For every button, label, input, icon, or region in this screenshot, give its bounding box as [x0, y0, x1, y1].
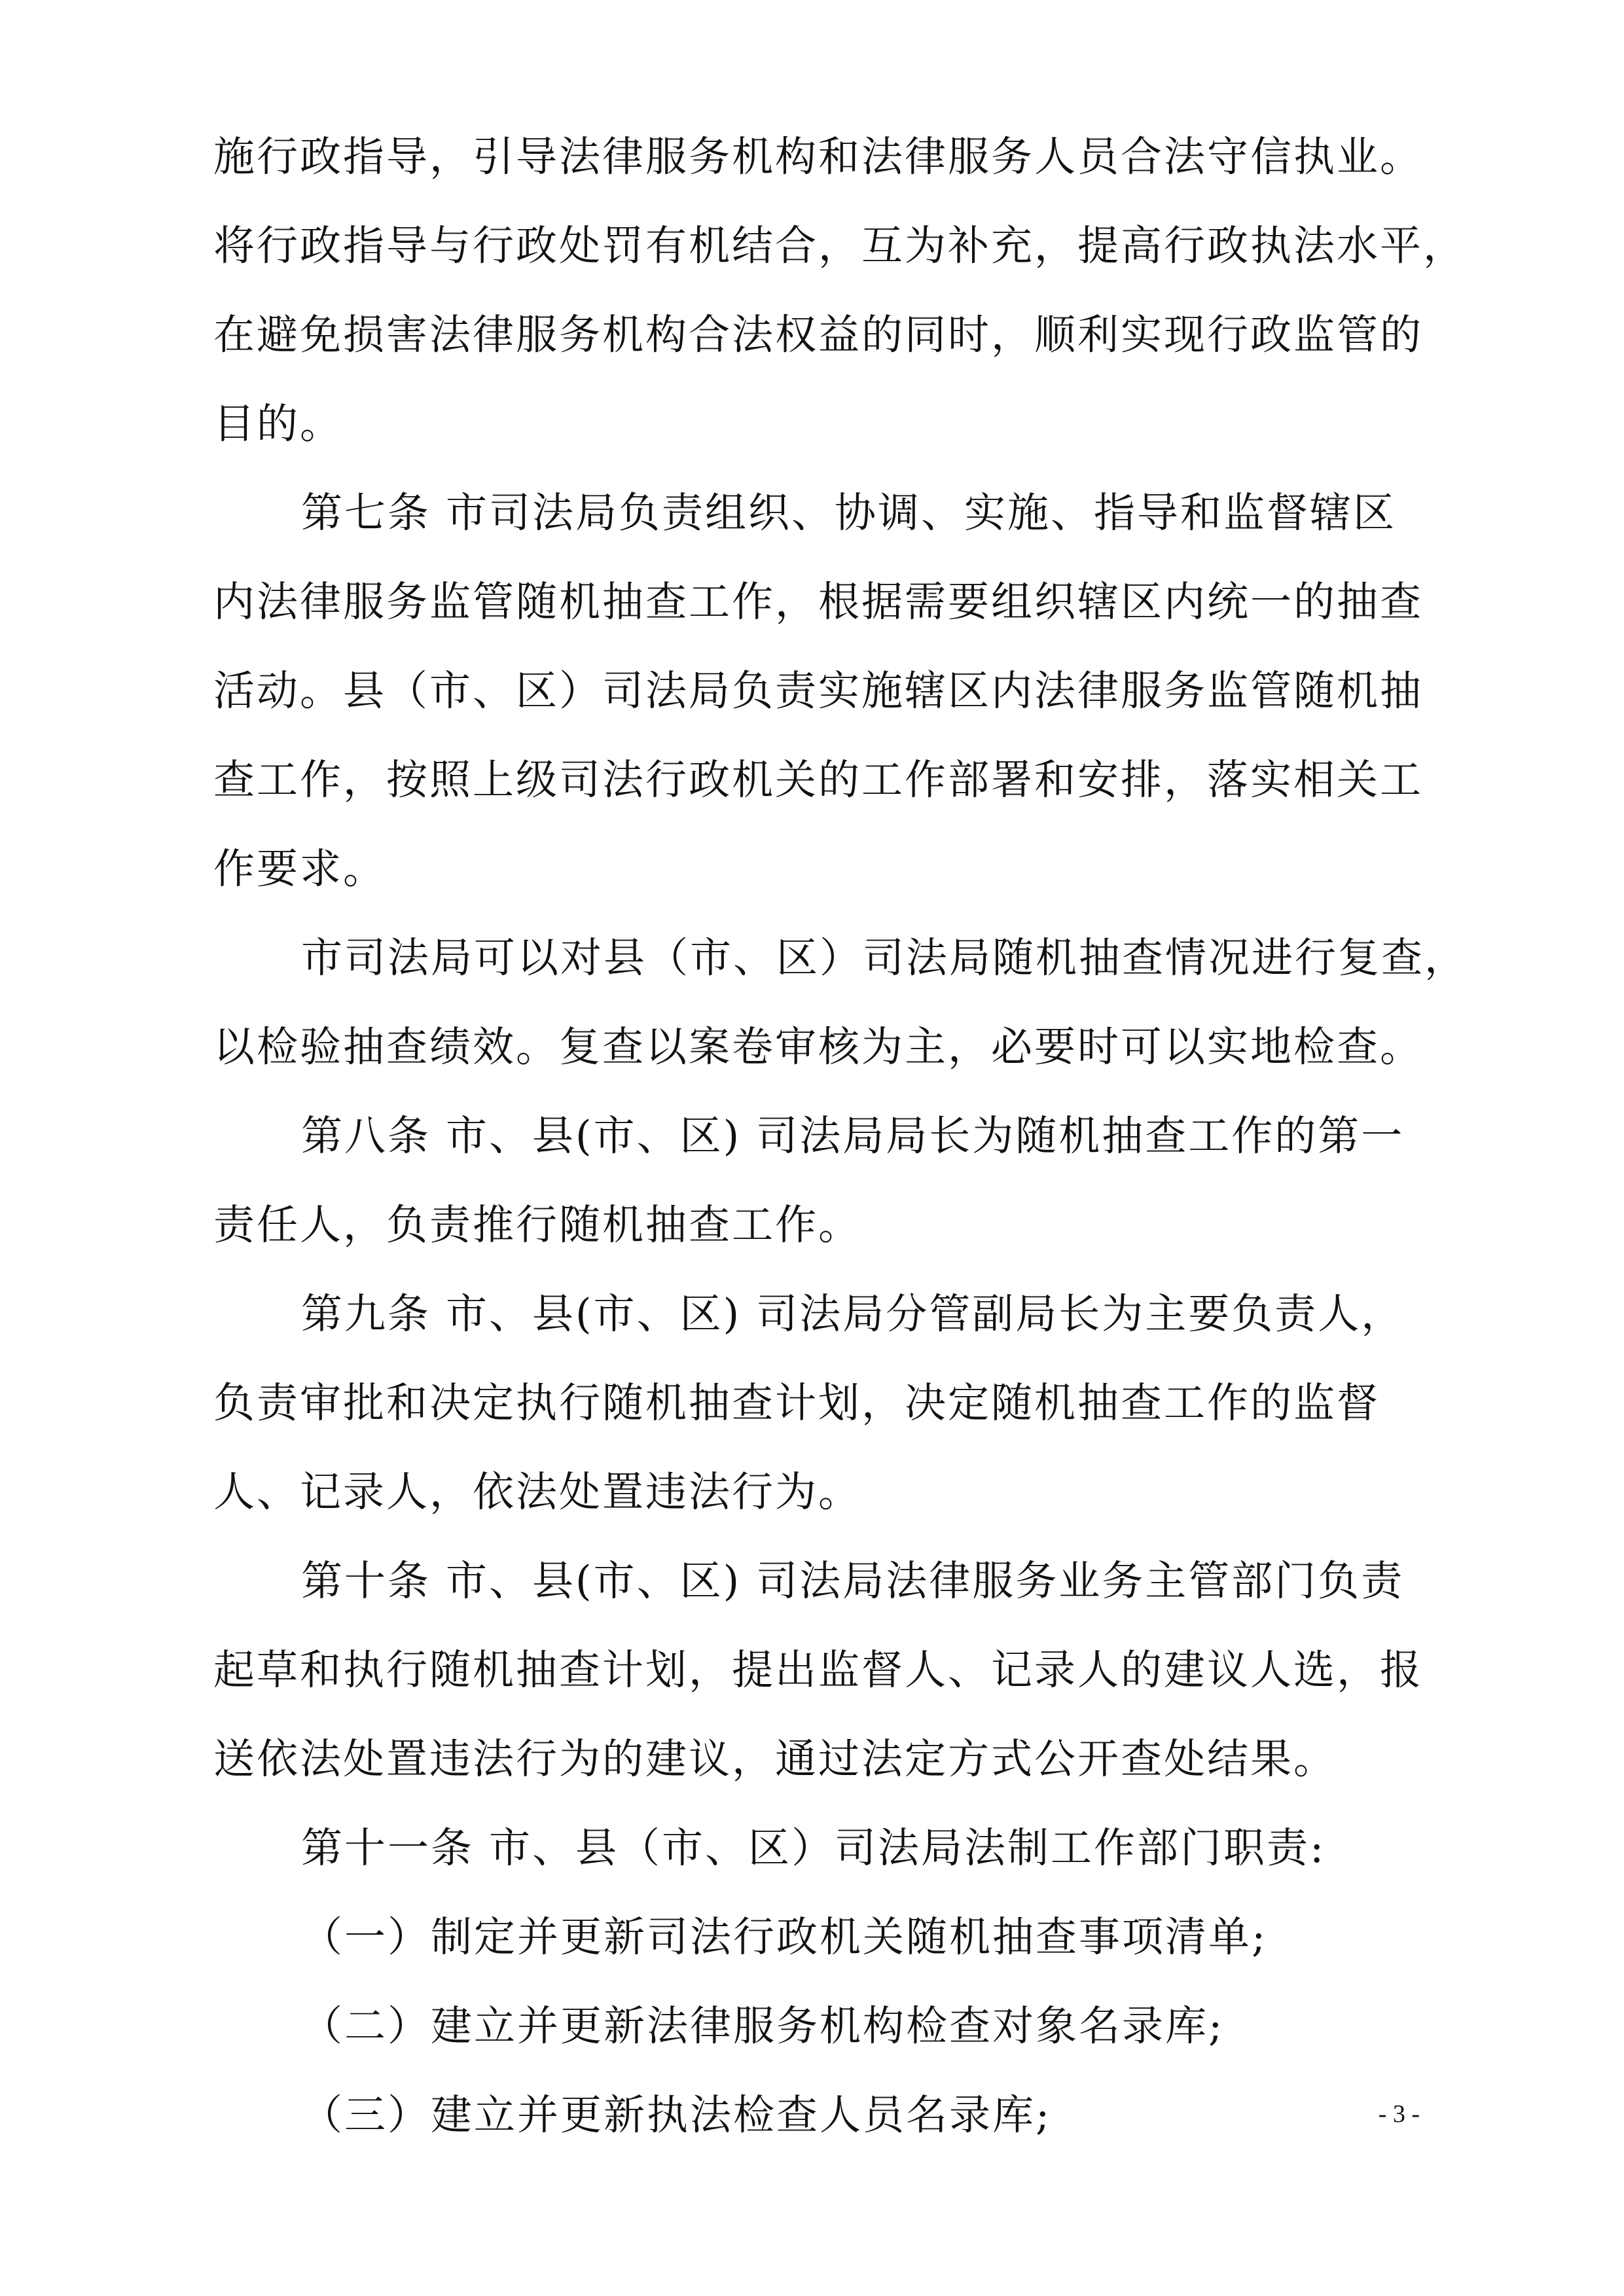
text-line-18: 起草和执行随机抽查计划，提出监督人、记录人的建议人选，报 — [213, 1646, 1423, 1694]
text-line-2: 将行政指导与行政处罚有机结合，互为补充，提高行政执法水平， — [213, 222, 1466, 270]
article-9-heading-line: 第九条 市、县(市、区) 司法局分管副局长为主要负责人， — [301, 1290, 1405, 1338]
list-item-3: （三）建立并更新执法检查人员名录库; — [301, 2091, 1052, 2139]
text-line-19: 送依法处置违法行为的建议，通过法定方式公开查处结果。 — [213, 1735, 1337, 1783]
text-line-4: 目的。 — [213, 400, 343, 448]
page-number: - 3 - — [1378, 2100, 1420, 2128]
text-line-7: 活动。县（市、区）司法局负责实施辖区内法律服务监管随机抽 — [213, 667, 1423, 715]
text-line-15: 负责审批和决定执行随机抽查计划，决定随机抽查工作的监督 — [213, 1379, 1380, 1427]
article-7-heading-line: 第七条 市司法局负责组织、协调、实施、指导和监督辖区 — [301, 489, 1397, 537]
text-line-11: 以检验抽查绩效。复查以案卷审核为主，必要时可以实地检查。 — [213, 1023, 1423, 1071]
list-item-2: （二）建立并更新法律服务机构检查对象名录库; — [301, 2002, 1225, 2050]
text-line-6: 内法律服务监管随机抽查工作，根据需要组织辖区内统一的抽查 — [213, 578, 1423, 626]
text-line-3: 在避免损害法律服务机构合法权益的同时，顺利实现行政监管的 — [213, 311, 1423, 359]
text-line-8: 查工作，按照上级司法行政机关的工作部署和安排，落实相关工 — [213, 756, 1423, 804]
review-paragraph-line: 市司法局可以对县（市、区）司法局随机抽查情况进行复查， — [301, 934, 1468, 982]
text-line-1: 施行政指导，引导法律服务机构和法律服务人员合法守信执业。 — [213, 133, 1423, 181]
text-line-13: 责任人，负责推行随机抽查工作。 — [213, 1201, 861, 1249]
list-item-1: （一）制定并更新司法行政机关随机抽查事项清单; — [301, 1913, 1268, 1961]
article-8-heading-line: 第八条 市、县(市、区) 司法局局长为随机抽查工作的第一 — [301, 1112, 1405, 1160]
article-10-heading-line: 第十条 市、县(市、区) 司法局法律服务业务主管部门负责 — [301, 1557, 1405, 1605]
article-11-heading-line: 第十一条 市、县（市、区）司法局法制工作部门职责: — [301, 1824, 1326, 1872]
text-line-9: 作要求。 — [213, 845, 386, 893]
text-line-16: 人、记录人，依法处置违法行为。 — [213, 1468, 861, 1516]
